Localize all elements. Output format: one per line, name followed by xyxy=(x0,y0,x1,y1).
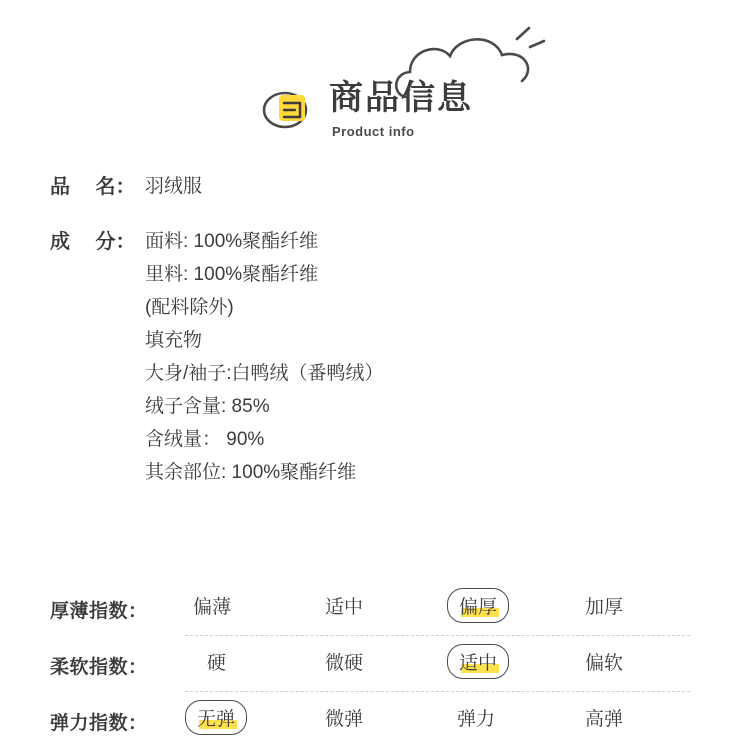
info-row-composition xyxy=(0,225,750,489)
index-option-selected[interactable]: 偏厚 xyxy=(447,588,509,623)
index-rows xyxy=(0,580,750,748)
index-option[interactable]: 弹力 xyxy=(457,709,496,730)
info-line: 含绒量： 90% xyxy=(145,429,265,450)
page-title-en: Product info xyxy=(332,124,415,139)
info-line: 其余部位: 100%聚酯纤维 xyxy=(145,462,357,483)
info-row-name xyxy=(0,170,750,203)
index-option[interactable]: 偏软 xyxy=(585,653,624,674)
index-option[interactable]: 硬 xyxy=(207,653,227,674)
product-info-list xyxy=(0,170,750,511)
index-option-selected[interactable]: 适中 xyxy=(447,644,509,679)
index-label-thickness: 厚薄指数： xyxy=(50,601,148,622)
info-line: 填充物 xyxy=(145,330,203,351)
index-option[interactable]: 高弹 xyxy=(585,709,624,730)
index-option[interactable]: 适中 xyxy=(325,597,364,618)
info-line: 羽绒服 xyxy=(145,176,203,197)
index-options-softness xyxy=(185,636,690,692)
info-line: 绒子含量: 85% xyxy=(145,396,270,417)
index-row-softness xyxy=(0,636,750,692)
info-line: 大身/袖子:白鸭绒（番鸭绒） xyxy=(145,363,384,384)
header-inner xyxy=(253,25,553,150)
logo-mark-icon xyxy=(261,80,317,136)
index-option[interactable]: 偏薄 xyxy=(193,597,232,618)
index-row-elasticity xyxy=(0,692,750,748)
index-option[interactable]: 微硬 xyxy=(325,653,364,674)
index-option[interactable]: 加厚 xyxy=(585,597,624,618)
info-label-composition: 成 分： xyxy=(50,231,136,253)
index-option-selected[interactable]: 无弹 xyxy=(185,700,247,735)
index-label-elasticity: 弹力指数： xyxy=(50,713,148,734)
page-title-cn: 商品信息 xyxy=(329,79,473,117)
info-line: 面料: 100%聚酯纤维 xyxy=(145,231,319,252)
page-title xyxy=(329,77,549,139)
info-value-name xyxy=(145,170,202,203)
index-option[interactable]: 微弹 xyxy=(325,709,364,730)
info-label-name: 品 名： xyxy=(50,176,136,198)
index-options-elasticity xyxy=(185,692,690,748)
index-label-softness: 柔软指数： xyxy=(50,657,148,678)
page-header xyxy=(0,0,750,160)
index-options-thickness xyxy=(185,580,690,636)
info-line: (配料除外) xyxy=(145,297,234,318)
index-row-thickness xyxy=(0,580,750,636)
info-value-composition xyxy=(145,225,384,489)
info-line: 里料: 100%聚酯纤维 xyxy=(145,264,319,285)
